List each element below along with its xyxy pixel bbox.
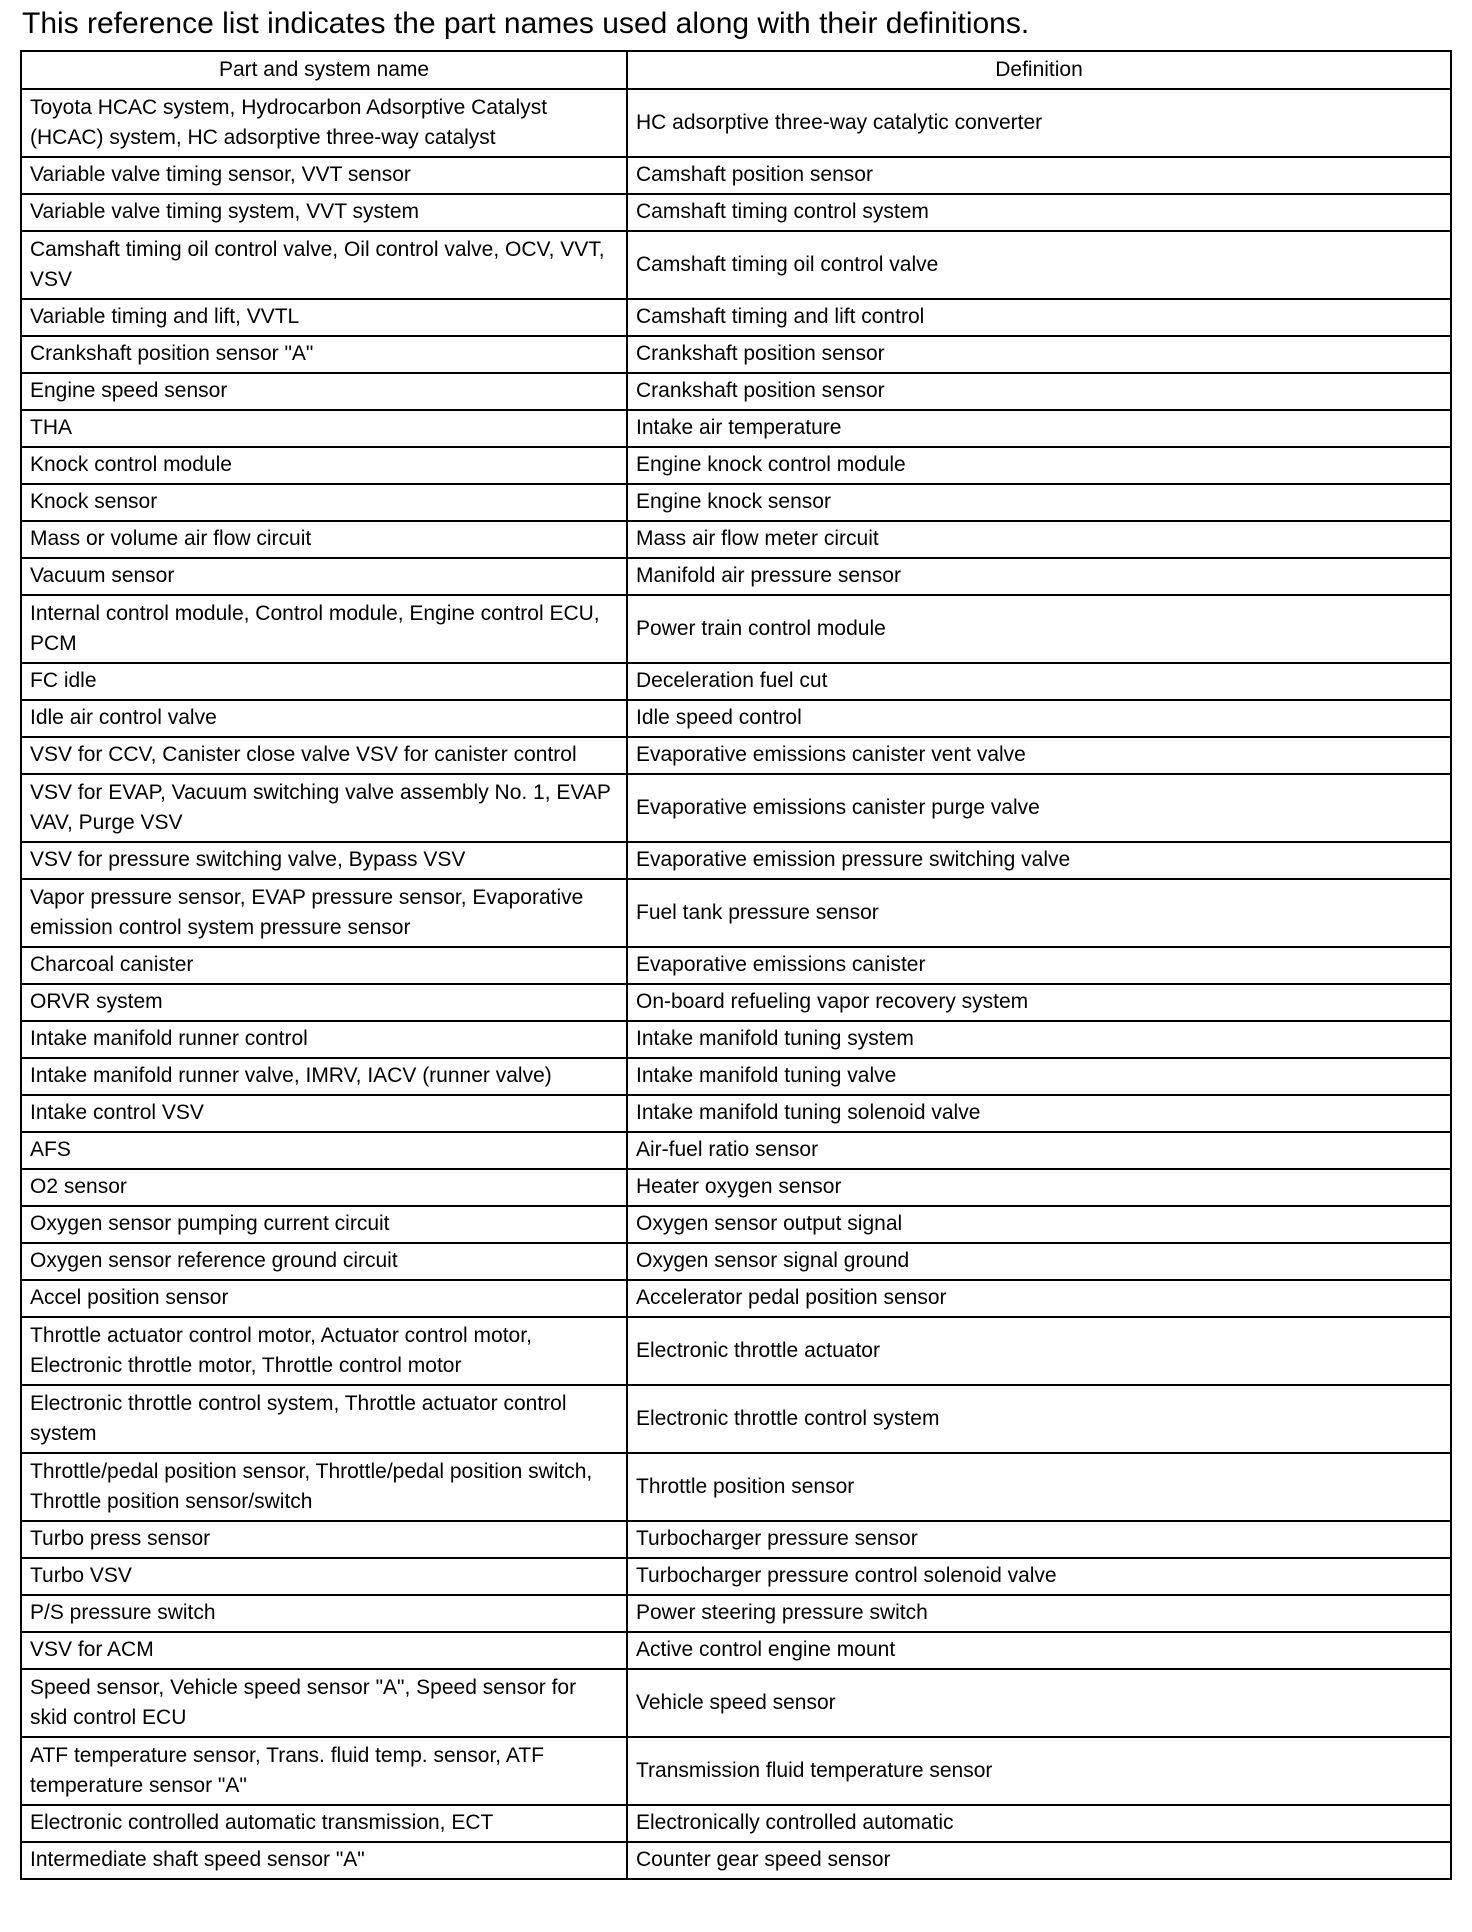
table-row xyxy=(21,1558,1451,1595)
table-header-row xyxy=(21,51,1451,89)
definition-cell: Crankshaft position sensor xyxy=(627,373,1451,410)
definition-cell: Manifold air pressure sensor xyxy=(627,558,1451,595)
table-row xyxy=(21,700,1451,737)
table-row xyxy=(21,336,1451,373)
definition-cell: Mass air flow meter circuit xyxy=(627,521,1451,558)
part-name-cell: Vapor pressure sensor, EVAP pressure sensor, Evaporative emission control system pressure sensor xyxy=(21,879,627,947)
table-row xyxy=(21,194,1451,231)
part-name-cell: Idle air control valve xyxy=(21,700,627,737)
table-row xyxy=(21,1521,1451,1558)
table-row xyxy=(21,231,1451,299)
part-name-cell: Variable timing and lift, VVTL xyxy=(21,299,627,336)
table-row xyxy=(21,373,1451,410)
definition-cell: Power train control module xyxy=(627,595,1451,663)
part-name-cell: ATF temperature sensor, Trans. fluid temp. sensor, ATF temperature sensor "A" xyxy=(21,1737,627,1805)
table-body xyxy=(21,89,1451,1879)
table-row xyxy=(21,558,1451,595)
table-row xyxy=(21,1169,1451,1206)
part-name-cell: THA xyxy=(21,410,627,447)
definition-cell: Engine knock sensor xyxy=(627,484,1451,521)
definition-cell: Evaporative emissions canister purge valve xyxy=(627,774,1451,842)
part-name-cell: Intermediate shaft speed sensor "A" xyxy=(21,1842,627,1879)
part-name-cell: Internal control module, Control module, Engine control ECU, PCM xyxy=(21,595,627,663)
part-name-cell: Variable valve timing sensor, VVT sensor xyxy=(21,157,627,194)
definition-cell: Intake manifold tuning solenoid valve xyxy=(627,1095,1451,1132)
definition-cell: Electronic throttle control system xyxy=(627,1385,1451,1453)
definition-cell: Transmission fluid temperature sensor xyxy=(627,1737,1451,1805)
definition-cell: Camshaft timing and lift control xyxy=(627,299,1451,336)
part-name-cell: Accel position sensor xyxy=(21,1280,627,1317)
part-name-cell: Oxygen sensor reference ground circuit xyxy=(21,1243,627,1280)
part-name-cell: Engine speed sensor xyxy=(21,373,627,410)
part-name-cell: Intake manifold runner valve, IMRV, IACV (runner valve) xyxy=(21,1058,627,1095)
definition-cell: Turbocharger pressure control solenoid valve xyxy=(627,1558,1451,1595)
table-row xyxy=(21,157,1451,194)
table-row xyxy=(21,1453,1451,1521)
part-name-cell: VSV for CCV, Canister close valve VSV for canister control xyxy=(21,737,627,774)
part-name-cell: Intake control VSV xyxy=(21,1095,627,1132)
definition-cell: Camshaft timing oil control valve xyxy=(627,231,1451,299)
part-name-cell: Turbo press sensor xyxy=(21,1521,627,1558)
part-name-cell: Throttle/pedal position sensor, Throttle/pedal position switch, Throttle position sensor/switch xyxy=(21,1453,627,1521)
definition-cell: Throttle position sensor xyxy=(627,1453,1451,1521)
table-row xyxy=(21,1737,1451,1805)
table-row xyxy=(21,984,1451,1021)
definition-cell: Evaporative emissions canister xyxy=(627,947,1451,984)
table-row xyxy=(21,1095,1451,1132)
table-row xyxy=(21,842,1451,879)
part-name-cell: Knock control module xyxy=(21,447,627,484)
definition-cell: Vehicle speed sensor xyxy=(627,1669,1451,1737)
table-row xyxy=(21,1021,1451,1058)
definition-cell: Crankshaft position sensor xyxy=(627,336,1451,373)
definition-cell: Counter gear speed sensor xyxy=(627,1842,1451,1879)
table-row xyxy=(21,1132,1451,1169)
definition-cell: Evaporative emission pressure switching valve xyxy=(627,842,1451,879)
table-row xyxy=(21,595,1451,663)
part-name-cell: VSV for EVAP, Vacuum switching valve assembly No. 1, EVAP VAV, Purge VSV xyxy=(21,774,627,842)
definition-cell: Oxygen sensor output signal xyxy=(627,1206,1451,1243)
table-row xyxy=(21,737,1451,774)
part-name-cell: Electronic throttle control system, Throttle actuator control system xyxy=(21,1385,627,1453)
definition-cell: Intake air temperature xyxy=(627,410,1451,447)
table-row xyxy=(21,1595,1451,1632)
definition-cell: Camshaft position sensor xyxy=(627,157,1451,194)
definition-cell: Heater oxygen sensor xyxy=(627,1169,1451,1206)
table-row xyxy=(21,1317,1451,1385)
definition-cell: Accelerator pedal position sensor xyxy=(627,1280,1451,1317)
definition-cell: Evaporative emissions canister vent valve xyxy=(627,737,1451,774)
table-row xyxy=(21,1842,1451,1879)
definition-cell: Idle speed control xyxy=(627,700,1451,737)
part-name-cell: Toyota HCAC system, Hydrocarbon Adsorptive Catalyst (HCAC) system, HC adsorptive three-way catalyst xyxy=(21,89,627,157)
table-row xyxy=(21,774,1451,842)
part-name-cell: Charcoal canister xyxy=(21,947,627,984)
definition-cell: Turbocharger pressure sensor xyxy=(627,1521,1451,1558)
table-row xyxy=(21,1805,1451,1842)
table-row xyxy=(21,1632,1451,1669)
definition-cell: Active control engine mount xyxy=(627,1632,1451,1669)
part-name-cell: Throttle actuator control motor, Actuator control motor, Electronic throttle motor, Throttle control motor xyxy=(21,1317,627,1385)
reference-table xyxy=(20,50,1452,1880)
table-row xyxy=(21,1058,1451,1095)
definition-cell: Electronic throttle actuator xyxy=(627,1317,1451,1385)
part-name-cell: Electronic controlled automatic transmission, ECT xyxy=(21,1805,627,1842)
part-name-cell: Crankshaft position sensor "A" xyxy=(21,336,627,373)
table-row xyxy=(21,1669,1451,1737)
table-row xyxy=(21,1385,1451,1453)
definition-cell: Fuel tank pressure sensor xyxy=(627,879,1451,947)
part-name-cell: Camshaft timing oil control valve, Oil control valve, OCV, VVT, VSV xyxy=(21,231,627,299)
part-name-cell: Variable valve timing system, VVT system xyxy=(21,194,627,231)
definition-cell: Oxygen sensor signal ground xyxy=(627,1243,1451,1280)
table-row xyxy=(21,879,1451,947)
definition-cell: Electronically controlled automatic xyxy=(627,1805,1451,1842)
table-row xyxy=(21,410,1451,447)
part-name-cell: FC idle xyxy=(21,663,627,700)
table-row xyxy=(21,89,1451,157)
definition-cell: Camshaft timing control system xyxy=(627,194,1451,231)
intro-text: This reference list indicates the part names used along with their definitions. xyxy=(22,7,1030,40)
table-row xyxy=(21,1280,1451,1317)
definition-cell: HC adsorptive three-way catalytic converter xyxy=(627,89,1451,157)
part-name-cell: Speed sensor, Vehicle speed sensor "A", Speed sensor for skid control ECU xyxy=(21,1669,627,1737)
part-name-cell: P/S pressure switch xyxy=(21,1595,627,1632)
part-name-cell: O2 sensor xyxy=(21,1169,627,1206)
part-name-cell: Mass or volume air flow circuit xyxy=(21,521,627,558)
definition-cell: Intake manifold tuning system xyxy=(627,1021,1451,1058)
definition-cell: Intake manifold tuning valve xyxy=(627,1058,1451,1095)
definition-cell: Engine knock control module xyxy=(627,447,1451,484)
definition-cell: Deceleration fuel cut xyxy=(627,663,1451,700)
column-header-part: Part and system name xyxy=(21,51,627,89)
definition-cell: Air-fuel ratio sensor xyxy=(627,1132,1451,1169)
table-row xyxy=(21,663,1451,700)
part-name-cell: AFS xyxy=(21,1132,627,1169)
column-header-definition: Definition xyxy=(627,51,1451,89)
table-row xyxy=(21,299,1451,336)
part-name-cell: Vacuum sensor xyxy=(21,558,627,595)
part-name-cell: Intake manifold runner control xyxy=(21,1021,627,1058)
part-name-cell: ORVR system xyxy=(21,984,627,1021)
table-row xyxy=(21,1243,1451,1280)
table-row xyxy=(21,447,1451,484)
table-row xyxy=(21,1206,1451,1243)
part-name-cell: VSV for pressure switching valve, Bypass VSV xyxy=(21,842,627,879)
part-name-cell: Knock sensor xyxy=(21,484,627,521)
table-row xyxy=(21,947,1451,984)
table-row xyxy=(21,484,1451,521)
definition-cell: Power steering pressure switch xyxy=(627,1595,1451,1632)
part-name-cell: VSV for ACM xyxy=(21,1632,627,1669)
table-row xyxy=(21,521,1451,558)
definition-cell: On-board refueling vapor recovery system xyxy=(627,984,1451,1021)
part-name-cell: Turbo VSV xyxy=(21,1558,627,1595)
part-name-cell: Oxygen sensor pumping current circuit xyxy=(21,1206,627,1243)
